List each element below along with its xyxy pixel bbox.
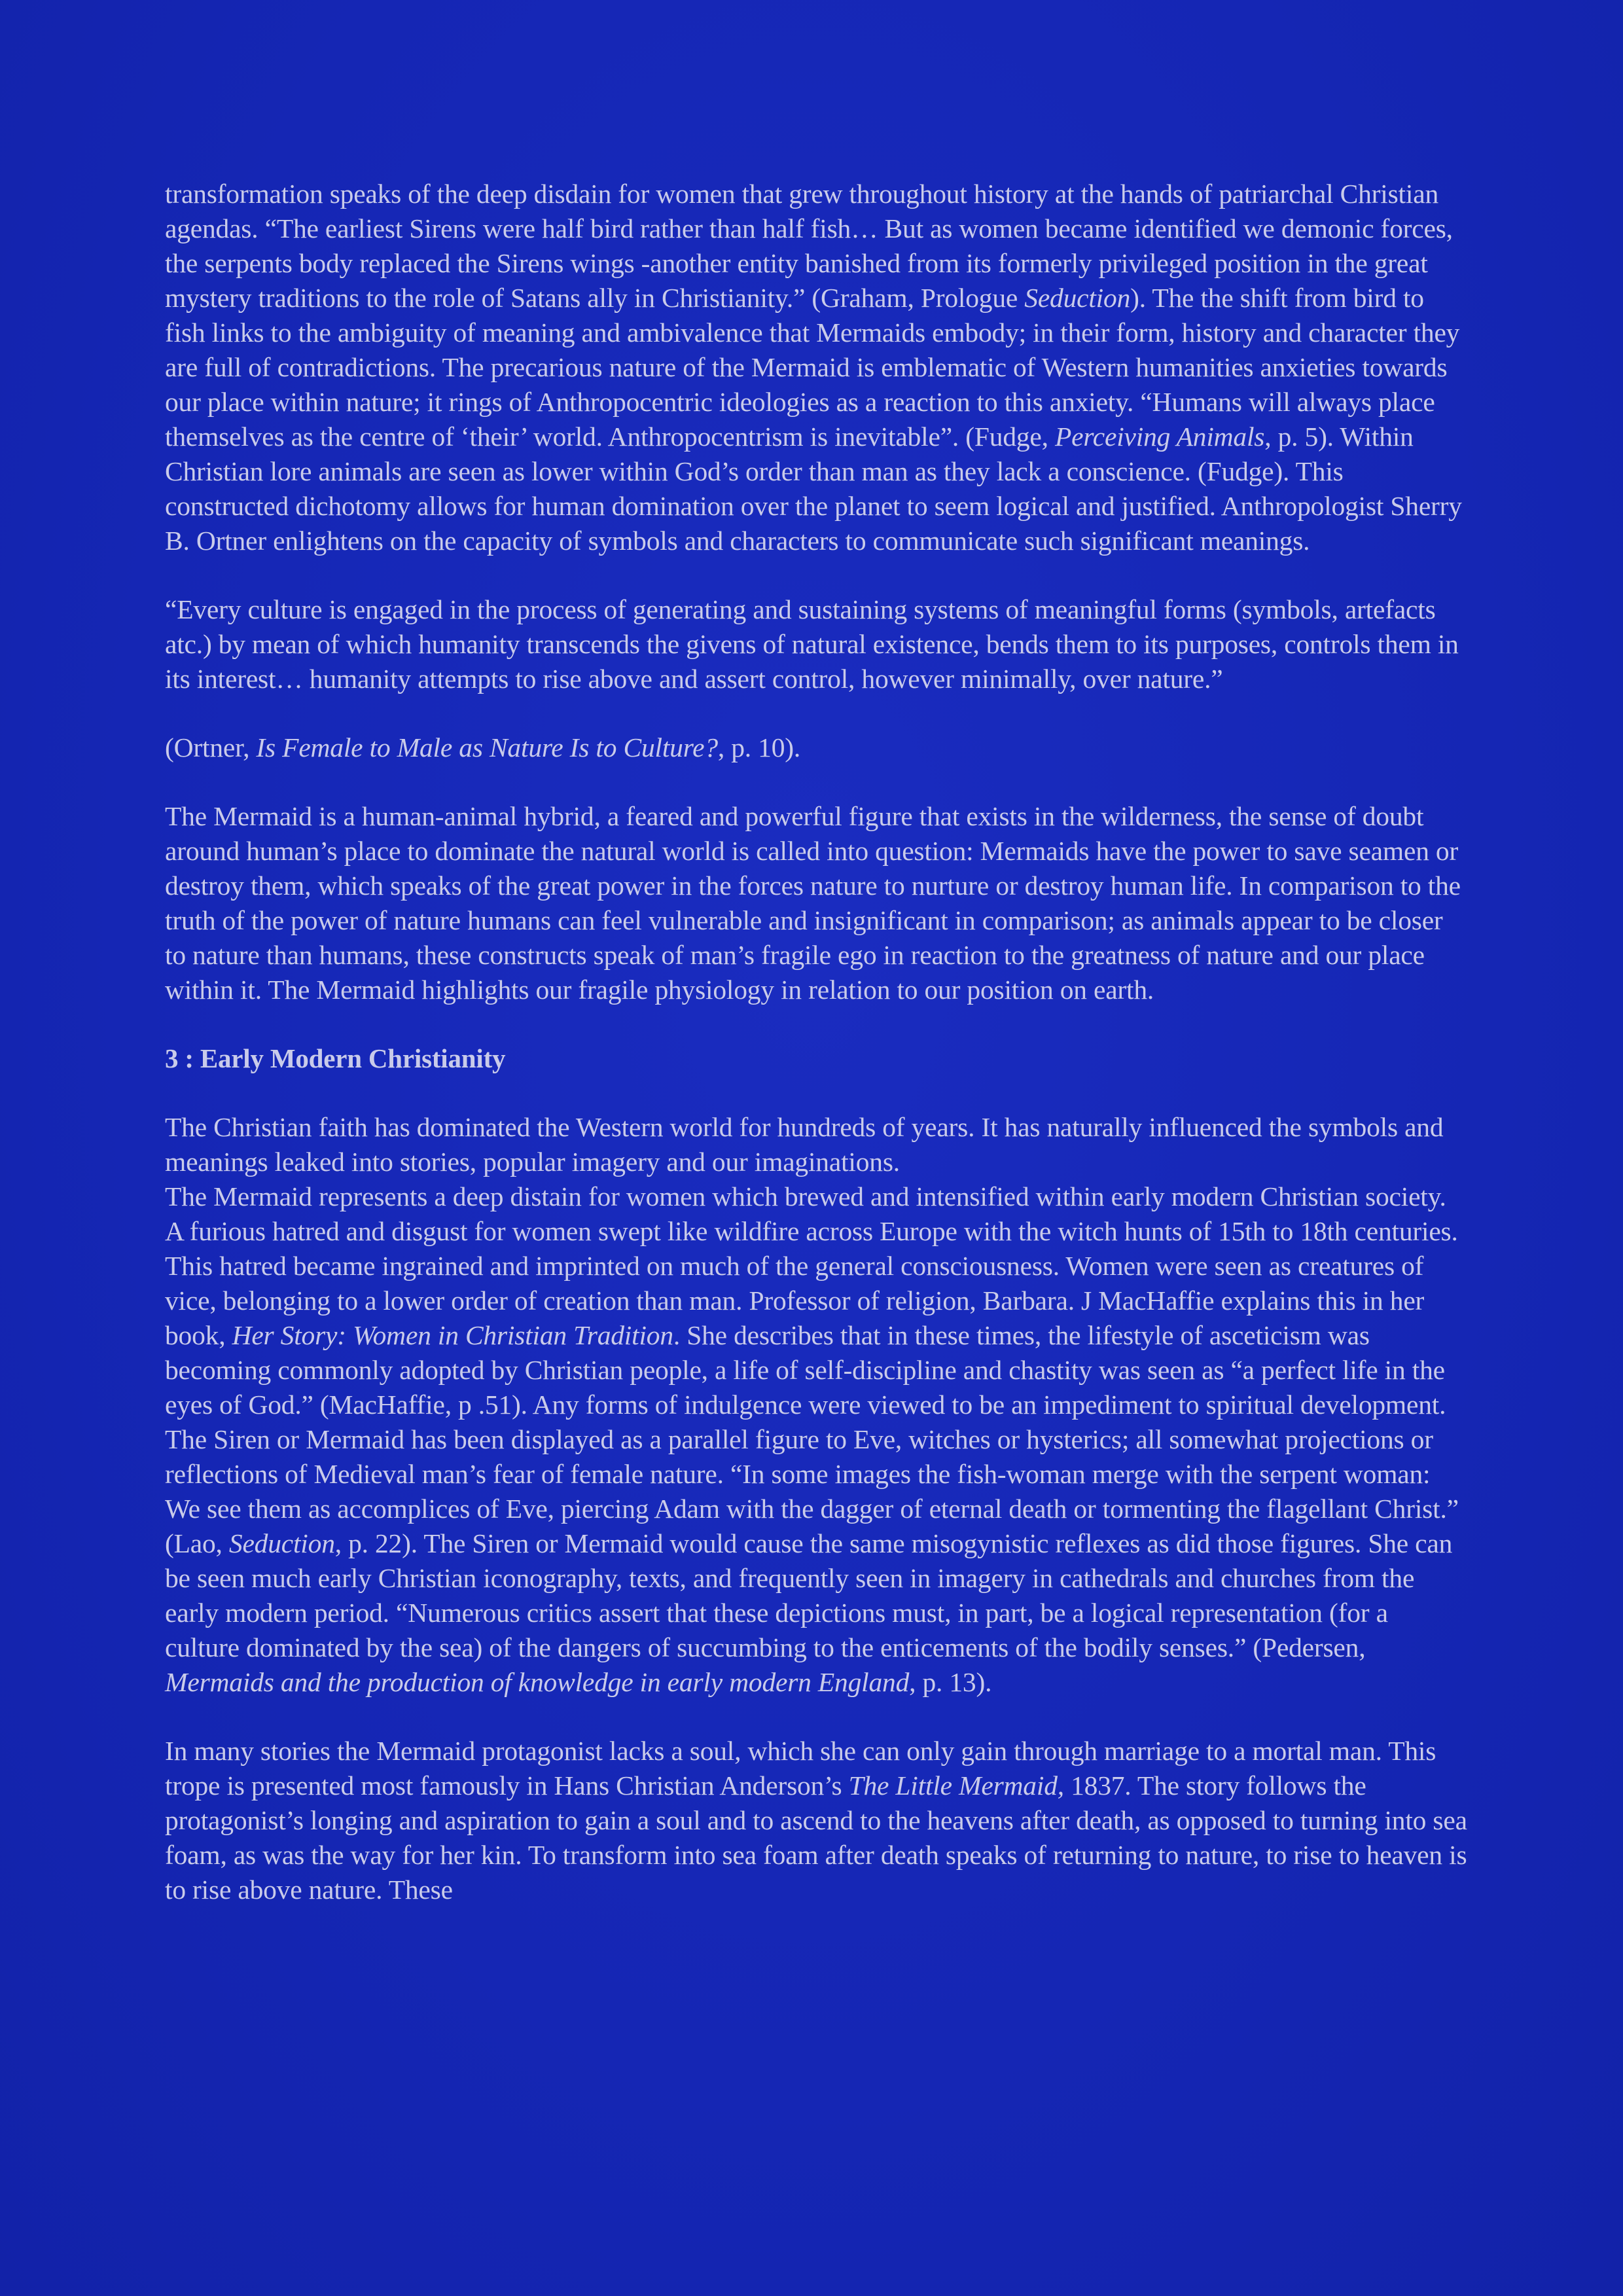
italic-title: Seduction: [228, 1528, 335, 1558]
paragraph-text: , p. 22). The Siren or Mermaid would cause the same misogynistic reflexes as did those figures. She can be seen much early Christian iconography, texts, and frequently seen in imagery in cathedrals and churches from the early modern period. “Numerous critics assert that these depictions must, in part, be a logical representation (for a culture dominated by the sea) of the dangers of succumbing to the enticements of the bodily senses.” (Pedersen,: [165, 1528, 1453, 1662]
paragraph-soul: [165, 1734, 1467, 1907]
paragraph-gap: [165, 1076, 1467, 1110]
paragraph-gap: [165, 765, 1467, 799]
paragraph-text: , p. 5). Within Christian lore animals are seen as lower within God’s order than man as they lack a conscience. (Fudge). This constructed dichotomy allows for human domination over the planet to seem logical and justified. Anthropologist Sherry B. Ortner enlightens on the capacity of symbols and characters to communicate such significant meanings.: [165, 422, 1462, 556]
paragraph-hybrid: The Mermaid is a human-animal hybrid, a feared and powerful figure that exists in the wilderness, the sense of doubt around human’s place to dominate the natural world is called into question: Mermaids have the power to save seamen or destroy them, which speaks of the great power in the forces nature to nurture or destroy human life. In comparison to the truth of the power of nature humans can feel vulnerable and insignificant in comparison; as animals appear to be closer to nature than humans, these constructs speak of man’s fragile ego in reaction to the greatness of nature and our place within it. The Mermaid highlights our fragile physiology in relation to our position on earth.: [165, 801, 1461, 1005]
paragraph-text: transformation speaks of the deep disdain for women that grew throughout history at the hands of patriarchal Christian agendas. “The earliest Sirens were half bird rather than half fish… But as women became identified we demonic forces, the serpents body replaced the Sirens wings -another entity banished from its formerly privileged position in the great mystery traditions to the role of Satans ally in Christianity.” (Graham, Prologue: [165, 179, 1453, 313]
paragraph-text: 1837. The story follows the protagonist’s longing and aspiration to gain a soul and to ascend to the heavens after death, as opposed to turning into sea foam, as was the way for her kin. To transform into sea foam after death speaks of returning to nature, to rise to heaven is to rise above nature. These: [165, 1770, 1467, 1905]
paragraph-text: In many stories the Mermaid protagonist lacks a soul, which she can only gain through marriage to a mortal man. This trope is presented most famously in Hans Christian Anderson’s: [165, 1736, 1436, 1801]
italic-title: Is Female to Male as Nature Is to Culture?: [256, 732, 718, 762]
citation-text: (Ortner,: [165, 732, 257, 762]
paragraph-distain: [165, 1179, 1467, 1700]
paragraph-text: The Mermaid represents a deep distain for women which brewed and intensified within early modern Christian society. A furious hatred and disgust for women swept like wildfire across Europe with the witch hunts of 15th to 18th centuries. This hatred became ingrained and imprinted on much of the general consciousness. Women were seen as creatures of vice, belonging to a lower order of creation than man. Professor of religion, Barbara. J MacHaffie explains this in her book,: [165, 1181, 1458, 1350]
paragraph-text: ). The the shift from bird to fish links to the ambiguity of meaning and ambivalence that Mermaids embody; in their form, history and character they are full of contradictions. The precarious nature of the Mermaid is emblematic of Western humanities anxieties towards our place within nature; it rings of Anthropocentric ideologies as a reaction to this anxiety. “Humans will always place themselves as the centre of ‘their’ world. Anthropocentrism is inevitable”. (Fudge,: [165, 283, 1460, 452]
italic-title: Perceiving Animals: [1055, 422, 1265, 452]
paragraph-gap: [165, 696, 1467, 730]
citation-text: , p. 10).: [717, 732, 801, 762]
paragraph-gap: [165, 1007, 1467, 1041]
block-quote: “Every culture is engaged in the process of generating and sustaining systems of meaningful forms (symbols, artefacts atc.) by mean of which humanity transcends the givens of natural existence, bends them to its purposes, controls them in its interest… humanity attempts to rise above and assert control, however minimally, over nature.”: [165, 594, 1459, 694]
paragraph-transformation: [165, 177, 1467, 558]
document-body: [165, 177, 1467, 1907]
italic-title: Mermaids and the production of knowledge in early modern England: [165, 1667, 910, 1697]
quote-citation: [165, 730, 1467, 765]
paragraph-gap: [165, 558, 1467, 592]
paragraph-gap: [165, 1700, 1467, 1734]
section-heading: 3 : Early Modern Christianity: [165, 1043, 506, 1073]
italic-title: Her Story: Women in Christian Tradition: [232, 1320, 673, 1350]
paragraph-text: , p. 13).: [909, 1667, 992, 1697]
italic-title: Seduction: [1024, 283, 1131, 313]
italic-title: The Little Mermaid,: [848, 1770, 1064, 1801]
paragraph-text: . She describes that in these times, the lifestyle of asceticism was becoming commonly adopted by Christian people, a life of self-discipline and chastity was seen as “a perfect life in the eyes of God.” (MacHaffie, p .51). Any forms of indulgence were viewed to be an impediment to spiritual development. The Siren or Mermaid has been displayed as a parallel figure to Eve, witches or hysterics; all somewhat projections or reflections of Medieval man’s fear of female nature. “In some images the fish-woman merge with the serpent woman: We see them as accomplices of Eve, piercing Adam with the dagger of eternal death or tormenting the flagellant Christ.” (Lao,: [165, 1320, 1459, 1558]
paragraph-christian-faith: The Christian faith has dominated the Western world for hundreds of years. It has naturally influenced the symbols and meanings leaked into stories, popular imagery and our imaginations.: [165, 1112, 1444, 1177]
